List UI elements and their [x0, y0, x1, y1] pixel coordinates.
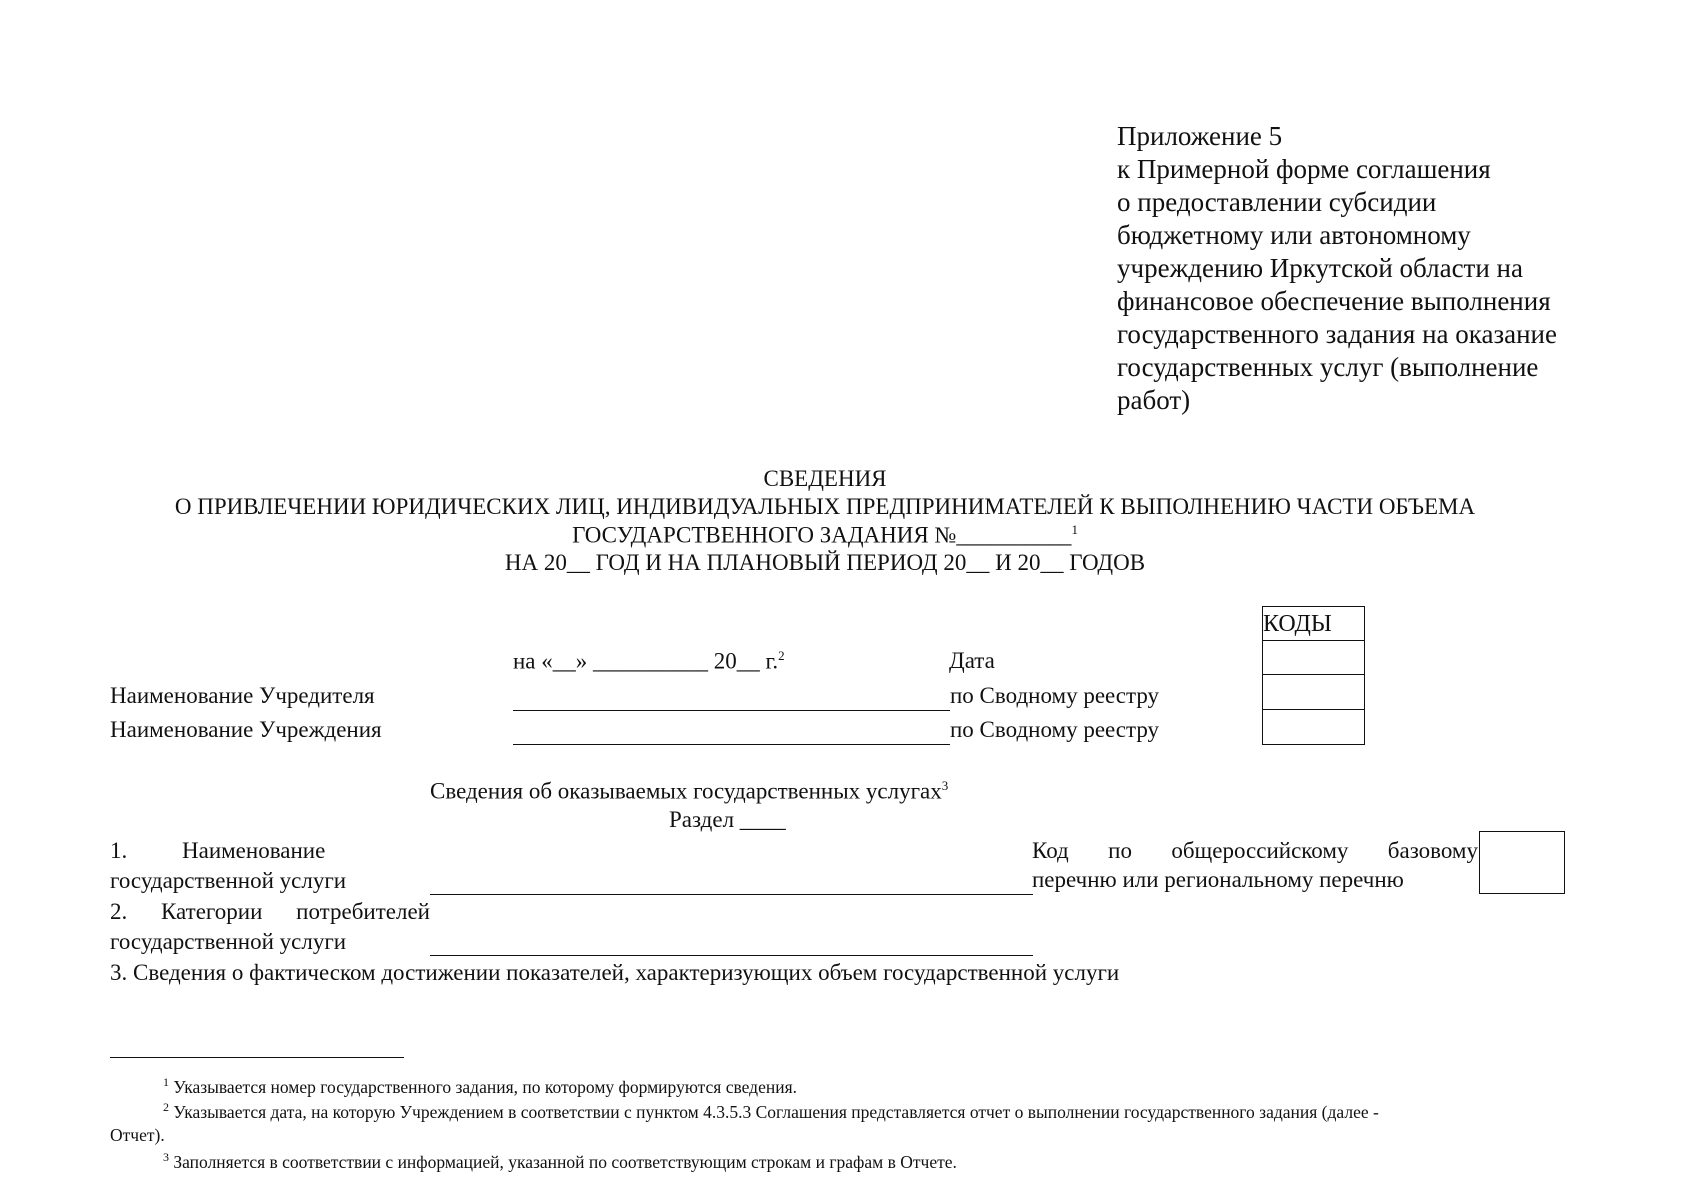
services-heading [430, 778, 948, 805]
item2-word: 2. [110, 899, 128, 924]
consumer-category-field[interactable] [430, 955, 1033, 956]
code-label-word: общероссийскому [1171, 838, 1349, 863]
footnote-2 [163, 1100, 1379, 1123]
service-code-box[interactable] [1479, 831, 1565, 894]
footnote-3 [163, 1150, 957, 1173]
annex-line: Приложение 5 [1117, 121, 1283, 151]
annex-line: учреждению Иркутской области на [1117, 253, 1523, 283]
title-task-number-text: ГОСУДАРСТВЕННОГО ЗАДАНИЯ №__________ [572, 522, 1072, 548]
footnote-ref-2: 2 [778, 648, 785, 663]
annex-line: государственных услуг (выполнение [1117, 352, 1539, 382]
date-code-cell[interactable] [1264, 643, 1363, 672]
footnote-1-number: 1 [163, 1075, 169, 1089]
footnote-2-continuation: Отчет). [110, 1125, 165, 1145]
codes-divider [1262, 709, 1365, 710]
item1-label-word: Наименование [182, 838, 326, 863]
codes-header: КОДЫ [1263, 611, 1332, 637]
services-heading-text: Сведения об оказываемых государственных услугах [430, 778, 942, 804]
code-label-word: по [1108, 838, 1132, 863]
footnote-1-text: Указывается номер государственного задания, по которому формируются сведения. [173, 1076, 798, 1097]
annex-line: работ) [1117, 385, 1191, 415]
item1-label-line2: государственной услуги [110, 868, 347, 893]
footnote-1 [163, 1075, 797, 1098]
service-name-field[interactable] [430, 894, 1033, 895]
footnote-separator [110, 1057, 404, 1058]
item2-word: потребителей [296, 899, 430, 924]
item2-word: Категории [161, 899, 263, 924]
title-period: НА 20__ ГОД И НА ПЛАНОВЫЙ ПЕРИОД 20__ И 20__ ГОДОВ [504, 550, 1146, 575]
title-heading: СВЕДЕНИЯ [763, 466, 887, 491]
title-task-number [0, 522, 1650, 549]
annex-line: финансовое обеспечение выполнения [1117, 286, 1551, 316]
annex-line: к Примерной форме соглашения [1117, 154, 1491, 184]
code-label-word: базовому [1387, 838, 1478, 863]
footnote-2-number: 2 [163, 1100, 169, 1114]
annex-line: государственного задания на оказание [1117, 319, 1557, 349]
title-subject: О ПРИВЛЕЧЕНИИ ЮРИДИЧЕСКИХ ЛИЦ, ИНДИВИДУАЛЬНЫХ ПРЕДПРИНИМАТЕЛЕЙ К ВЫПОЛНЕНИЮ ЧАСТИ ОБЪЕМА [174, 494, 1476, 519]
footnote-ref-3: 3 [941, 778, 949, 793]
registry-label-founder: по Сводному реестру [950, 683, 1160, 708]
codes-divider [1262, 640, 1365, 641]
footnote-3-text: Заполняется в соответствии с информацией, указанной по соответствующим строкам и графам в Отчете. [173, 1151, 957, 1172]
section-label: Раздел ____ [669, 807, 786, 832]
founder-label: Наименование Учредителя [110, 683, 375, 708]
code-label-line1 [1032, 838, 1478, 864]
annex-line: бюджетному или автономному [1117, 220, 1471, 250]
item3-label: 3. Сведения о фактическом достижении показателей, характеризующих объем государственной услуги [110, 960, 1120, 985]
founder-name-field[interactable] [513, 710, 950, 711]
item2-label-line1 [110, 899, 430, 925]
item1-number: 1. [110, 838, 128, 863]
institution-name-field[interactable] [513, 744, 950, 745]
annex-block [1117, 120, 1557, 417]
date-label: Дата [949, 648, 995, 673]
institution-code-cell[interactable] [1264, 712, 1363, 743]
item2-label-line2: государственной услуги [110, 929, 347, 954]
report-date [513, 648, 785, 675]
footnote-2-text: Указывается дата, на которую Учреждением в соответствии с пунктом 4.3.5.3 Соглашения представляется отчет о выполнении государственного задания (далее - [173, 1101, 1379, 1122]
founder-code-cell[interactable] [1264, 677, 1363, 707]
codes-divider [1262, 674, 1365, 675]
report-date-text: на «__» __________ 20__ г. [513, 648, 779, 674]
institution-label: Наименование Учреждения [110, 717, 382, 742]
code-label-line2: перечню или региональному перечню [1032, 867, 1404, 892]
registry-label-institution: по Сводному реестру [950, 717, 1160, 742]
annex-line: о предоставлении субсидии [1117, 187, 1437, 217]
code-label-word: Код [1032, 838, 1069, 863]
footnote-ref-1: 1 [1071, 522, 1078, 537]
footnote-3-number: 3 [163, 1150, 169, 1164]
